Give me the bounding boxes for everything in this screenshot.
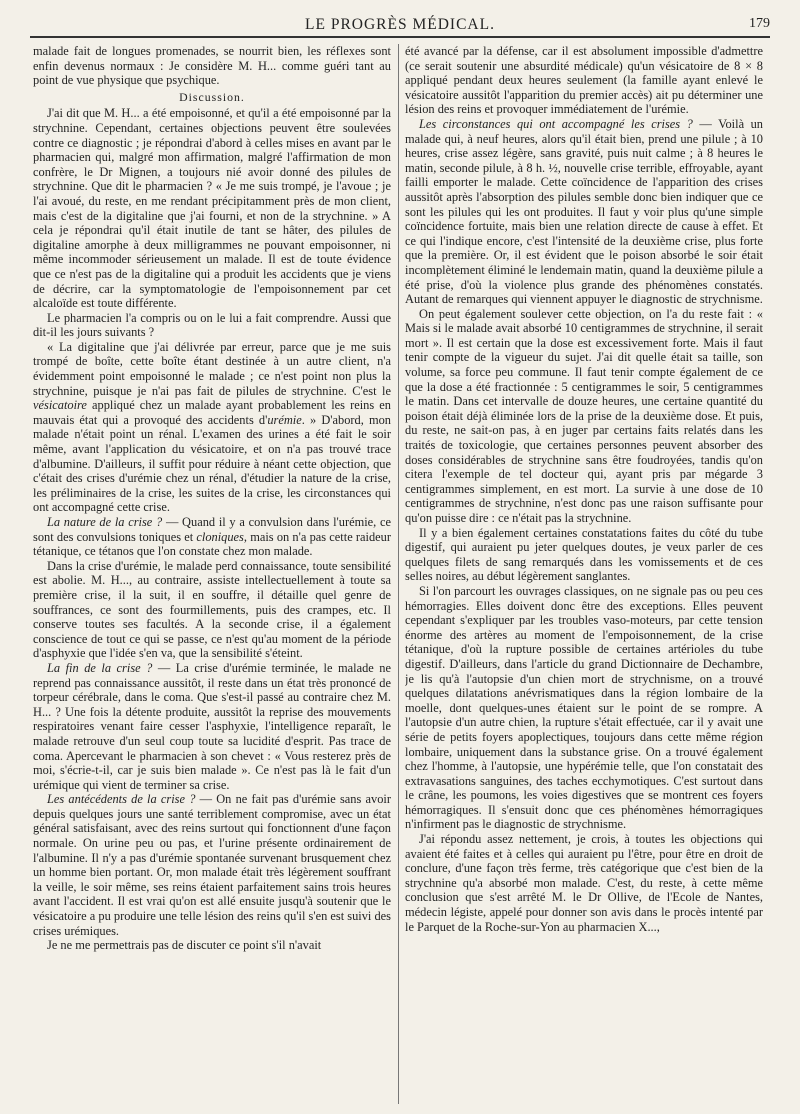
page-number: 179: [749, 16, 770, 31]
text-run: , mais on n'a pas cette raideur tétanique, ce tétanos que l'on constate chez mon malade.: [33, 529, 391, 559]
italic-term: urémie: [267, 412, 302, 427]
paragraph: [33, 340, 391, 515]
text-run: — Voilà un malade qui, à neuf heures, alors qu'il était bien, prend une pilule ; à 10 heures, crise assez légère, sans gravité, puis nuit calme ; à 8 heures le matin, seconde pilule, à 8 h. ½, nouvelle crise terrible, effroyable, ayant failli emporter le malade. Cette coïncidence de l'apparition des crises aussitôt après l'absorption des pilules semble donc bien indiquer que ce sont les pilules qui les ont produites. Il faut y voir plus qu'une simple coïncidence fortuite, mais bien une relation directe de cause à effet. Et ce qui l'indique encore, c'est l'intensité de la deuxième crise, plus forte que la première. Or, il est évident que le poison absorbé le soir était incomplètement éliminé le lendemain matin, quand la deuxième pilule a été prise, d'où la violence plus grande des phénomènes constatés. Autant de remarques qui viennent appuyer le diagnostic de strychnisme.: [405, 116, 763, 307]
paragraph: [33, 792, 391, 938]
subheading-italic: La fin de la crise ?: [47, 660, 153, 675]
paragraph: [33, 661, 391, 792]
column-divider: [398, 44, 399, 1104]
paragraph: [405, 117, 763, 307]
paragraph: Dans la crise d'urémie, le malade perd connaissance, toute sensibilité est abolie. M. H..., au contraire, assiste intellectuellement à toute sa première crise, il la suit, il en souffre, il détaille quel genre de souffrances, ce sont des fourmillements, puis des crampes, etc. Il conserve toutes ses facultés. A la seconde crise, il a également conscience de tout ce qui se passe, ce n'est qu'au moment de la période d'asphyxie que l'idée s'en va, que la sensibilité s'éteint.: [33, 558, 391, 661]
left-column: [33, 44, 391, 1104]
paragraph: Le pharmacien l'a compris ou on le lui a fait comprendre. Aussi que dit-il les jours suivants ?: [33, 310, 391, 340]
text-run: « La digitaline que j'ai délivrée par erreur, parce que je me suis trompé de boîte, cette boîte étant destinée à un autre client, n'a évidemment point empoisonné le malade ; ce n'est point non plus la strychnine, puisque je n'ai pas fait de pilules de strychnine. C'est le: [33, 339, 391, 398]
text-run: . » D'abord, mon malade n'était point un rénal. L'examen des urines a été fait le soir même, avant l'application du vésicatoire, et on n'a pas trouvé trace d'albumine. D'ailleurs, il suffit pour réduire à néant cette objection, que c'était des crises d'urémie chez un rénal, d'étudier la nature de la crise, les préliminaires de la crise, les suites de la crise, les circonstances qui ont accompagné cette crise.: [33, 412, 391, 515]
subheading-italic: Les antécédents de la crise ?: [47, 792, 196, 807]
text-run: — On ne fait pas d'urémie sans avoir depuis quelques jours une santé terriblement compromise, avec un état général satisfaisant, avec des reins surtout qui fonctionnent d'une façon normale. On urine peu ou pas, et l'urine présente ordinairement de l'albumine. Il n'y a pas d'urémie spontanée survenant brusquement chez un homme bien portant. Or, mon malade était très légèrement souffrant la veille, le soir même, ses reins étaient parfaitement sains trois heures avant l'accident. Il est vrai qu'on est allé ensuite jusqu'à soutenir que le vésicatoire a pu produire une telle lésion des reins qu'il s'en est suivi des crises urémiques.: [33, 792, 391, 938]
italic-term: vésicatoire: [33, 398, 87, 413]
paragraph: J'ai répondu assez nettement, je crois, à toutes les objections qui avaient été faites et à celles qui auraient pu l'être, pour être en droit de conclure, d'une façon très ferme, très catégorique que c'est bien de la strychnine qu'a absorbé mon malade. C'est, du reste, à cette même conclusion que s'est arrêté M. le Dr Ollive, de l'Ecole de Nantes, médecin légiste, appelé pour donner son avis dans le procès intenté par le Parquet de la Roche-sur-Yon au pharmacien X...,: [405, 832, 763, 934]
journal-title: LE PROGRÈS MÉDICAL.: [305, 16, 495, 33]
text-run: — Quand il y a convulsion dans l'urémie, ce sont des convulsions toniques et: [33, 515, 391, 544]
paragraph: été avancé par la défense, car il est absolument impossible d'admettre (ce serait soutenir une absurdité médicale) qu'un vésicatoire de 8 × 8 appliqué pendant deux heures seulement (la famille ayant enlevé le vésicatoire aussitôt l'apparition du premier accès) ait pu déterminer une lésion des reins et provoquer immédiatement de l'urémie.: [405, 44, 763, 117]
italic-term: cloniques: [196, 529, 244, 544]
section-heading: Discussion.: [179, 89, 245, 104]
paragraph: Je ne me permettrais pas de discuter ce point s'il n'avait: [47, 938, 322, 953]
paragraph: Si l'on parcourt les ouvrages classiques, on ne signale pas ou peu ces hémorragies. Elles doivent donc être des exceptions. Elles peuvent cependant s'expliquer par les troubles vaso-moteurs, par cette tension énorme des artères au moment de l'empoisonnement, de la crise tétanique, d'où la rupture possible de certaines artérioles du tube digestif. D'ailleurs, dans l'article du grand Dictionnaire de Dechambre, je lis qu'à l'autopsie d'un chien mort de strychnisme, on a trouvé quelques dilatations anévrismatiques dans la région lombaire de la moelle, dont quelques-unes étaient sur le point de se rompre. A l'autopsie d'un autre chien, la rupture s'était effectuée, car il y avait une série de petits foyers apoplectiques, toujours dans cette même région lombaire, uniquement dans la substance grise. On a trouvé également chez l'homme, à l'autopsie, une hypérémie telle, que l'on constatait des extravasations sanguines, des taches ecchymotiques. C'est surtout dans le crâne, les poumons, les voies digestives que se montrent ces foyers hémorragiques. Il s'ensuit donc que ces phénomènes hémorragiques n'infirment pas le diagnostic de strychnisme.: [405, 583, 763, 832]
paragraph: On peut également soulever cette objection, on l'a du reste fait : « Mais si le malade avait absorbé 10 centigrammes de strychnine, il serait mort ». Il est certain que la dose est excessivement forte. Mais il faut tenir compte de la vigueur du sujet. J'ai dit quelle était sa taille, son volume, sa force peu commune. Il faut tenir compte également de ce que la dose a été fractionnée : 5 centigrammes le soir, 5 centigrammes le matin. Dans cet intervalle de douze heures, une certaine quantité du poison était déjà éliminée lors de la prise de la deuxième dose. Et puis, du reste, ne sait-on pas, à en juger par certains faits relatés dans les traités de toxicologie, que certaines personnes peuvent absorber des doses considérables de strychnine sans être foudroyées, tandis qu'on citera l'exemple de tel docteur qui, ayant pris par mégarde 3 centigrammes simplement, en est mort. La survie à une dose de 10 centigrammes de strychnine, n'est donc pas une raison suffisante pour qu'on puisse dire : ce n'était pas la strychnine.: [405, 306, 763, 525]
text-run: appliqué chez un malade ayant probablement les reins en mauvais état qui a provoqué des accidents d': [33, 398, 391, 427]
paragraph: malade fait de longues promenades, se nourrit bien, les réflexes sont enfin devenus normaux : Je considère M. H... comme guéri tant au point de vue physique que psychique.: [33, 44, 391, 88]
paragraph: Il y a bien également certaines constatations faites du côté du tube digestif, qui auraient pu jeter quelques doutes, je veux parler de ces quelques filets de sang remarqués dans les vomissements et de ces selles noires, au début légèrement sanglantes.: [405, 525, 763, 584]
paragraph: [33, 515, 391, 559]
subheading-italic: Les circonstances qui ont accompagné les crises ?: [419, 116, 693, 131]
subheading-italic: La nature de la crise ?: [47, 515, 163, 529]
right-column: [405, 44, 763, 1104]
page-header: [30, 12, 770, 38]
header-rule: [30, 36, 770, 38]
text-run: — La crise d'urémie terminée, le malade ne reprend pas connaissance aussitôt, il reste dans un état très prononcé de torpeur cérébrale, dans le coma. Que s'est-il passé au contraire chez M. H... ? Une fois la détente produite, aussitôt la reprise des mouvements respiratoires venant faire cesser l'asphyxie, l'intelligence reparaît, le malade retrouve d'un seul coup toute sa lucidité d'esprit. Pas trace de coma. Apercevant le pharmacien à son chevet : « Vous resterez près de moi, s'écrie-t-il, car je suis bien malade ». Ce n'est pas là le fait d'un urémique qui vient de terminer sa crise.: [33, 660, 391, 792]
paragraph: J'ai dit que M. H... a été empoisonné, et qu'il a été empoisonné par la strychnine. Cependant, certaines objections peuvent être soulevées contre ce diagnostic ; je répondrai d'abord à celles mises en avant par le pharmacien qui, malgré mon affirmation, malgré l'affirmation de mon confrère, le Dr Mignen, a toujours nié avoir donné des pilules de strychnine. Que dit le pharmacien ? « Je me suis trompé, je l'avoue ; je l'ai avoué, du reste, en me rendant précipitamment près de mon client, mais c'est de la digitaline que j'ai fourni, et non de la strychnine. » A cela je répondrai qu'il était inutile de tant se hâter, des pilules de digitaline amorphe à deux milligrammes ne pouvant empoisonner, ni même incommoder sérieusement un malade. Il est de toute évidence que ce n'est pas de la digitaline qui a produit les accidents que je viens de décrire, car la symptomatologie de l'empoisonnement par cet alcaloïde est toute différente.: [33, 106, 391, 311]
